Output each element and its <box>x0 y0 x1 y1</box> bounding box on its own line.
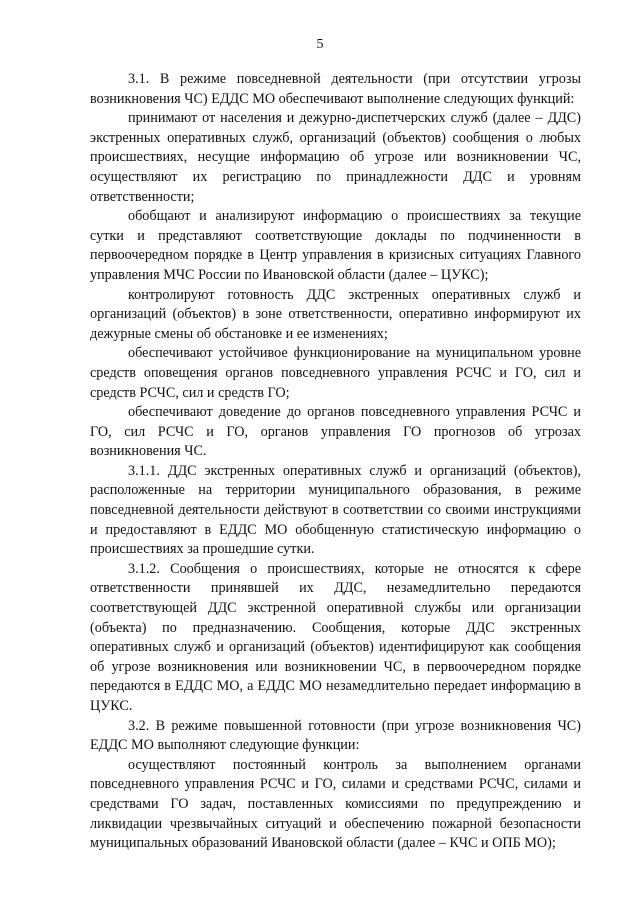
paragraph-function-receive-reports: принимают от населения и дежурно-диспетчерских служб (далее – ДДС) экстренных оперативных служб, организаций (объектов) сообщения о любых происшествиях, несущие информацию об угрозе или возникновении ЧС, осуществляют их регистрацию по принадлежности ДДС и уровням ответственности; <box>90 110 581 205</box>
paragraph-3-1-2: 3.1.2. Сообщения о происшествиях, которые не относятся к сфере ответственности принявшей их ДДС, незамедлительно передаются соответствующей ДДС экстренной оперативной службы или организации (объекта) по предназначению. Сообщения, которые ДДС экстренных оперативных служб и организаций (объектов) идентифицируют как сообщения об угрозе возникновения или возникновении ЧС, в первоочередном порядке передаются в ЕДДС МО, а ЕДДС МО незамедлительно передает информацию в ЦУКС. <box>90 560 581 714</box>
paragraph-function-analyze-reports: обобщают и анализируют информацию о происшествиях за текущие сутки и представляют соответствующие доклады по подчиненности в первоочередном порядке в Центр управления в кризисных ситуациях Главного управления МЧС России по Ивановской области (далее – ЦУКС); <box>90 208 581 283</box>
page-number: 5 <box>316 37 324 52</box>
document-body <box>90 70 581 854</box>
paragraph-function-warning-means: обеспечивают устойчивое функционирование на муниципальном уровне средств оповещения органов повседневного управления РСЧС и ГО, сил и средств РСЧС, сил и средств ГО; <box>90 345 581 401</box>
paragraph-3-1: 3.1. В режиме повседневной деятельности (при отсутствии угрозы возникновения ЧС) ЕДДС МО обеспечивают выполнение следующих функций: <box>90 71 581 107</box>
paragraph-function-constant-control: осуществляют постоянный контроль за выполнением органами повседневного управления РСЧС и ГО, силами и средствами РСЧС, силами и средствами ГО задач, поставленных комиссиями по предупреждению и ликвидации чрезвычайных ситуаций и обеспечению пожарной безопасности муниципальных образований Ивановской области (далее – КЧС и ОПБ МО); <box>90 756 581 852</box>
paragraph-function-forecasts: обеспечивают доведение до органов повседневного управления РСЧС и ГО, сил РСЧС и ГО, органов управления ГО прогнозов об угрозах возникновения ЧС. <box>90 404 581 460</box>
paragraph-function-control-readiness: контролируют готовность ДДС экстренных оперативных служб и организаций (объектов) в зоне ответственности, оперативно информируют их дежурные смены об обстановке и ее изменениях; <box>90 286 581 342</box>
paragraph-3-2: 3.2. В режиме повышенной готовности (при угрозе возникновения ЧС) ЕДДС МО выполняют следующие функции: <box>90 717 581 754</box>
paragraph-3-1-1: 3.1.1. ДДС экстренных оперативных служб и организаций (объектов), расположенные на территории муниципального образования, в режиме повседневной деятельности действуют в соответствии со своими инструкциями и предоставляют в ЕДДС МО обобщенную статистическую информацию о происшествиях за прошедшие сутки. <box>90 462 581 558</box>
